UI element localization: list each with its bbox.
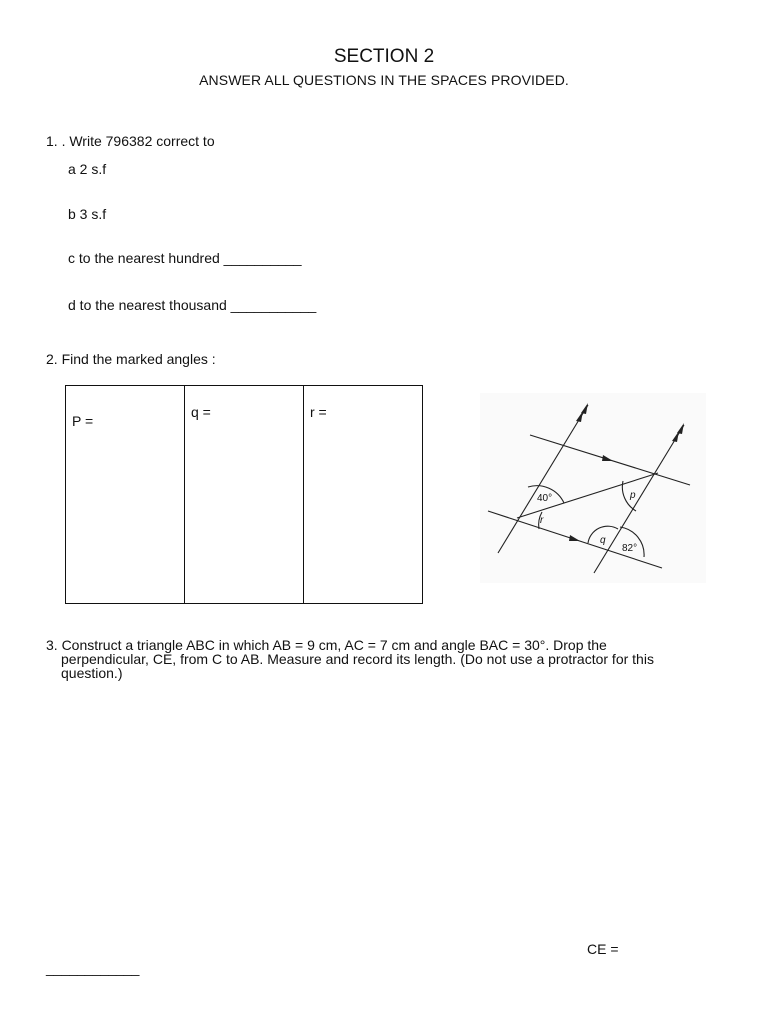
angle-p-label: p (630, 490, 636, 501)
question-3-line-1: 3. Construct a triangle ABC in which AB = 9 cm, AC = 7 cm and angle BAC = 30°. Drop the (46, 637, 607, 653)
question-1-prompt: 1. . Write 796382 correct to (46, 133, 215, 149)
angle-40-label: 40° (537, 493, 553, 504)
question-3 (46, 638, 736, 680)
answer-label-q: q = (191, 404, 211, 420)
section-title: SECTION 2 (333, 46, 435, 67)
question-3-line-2: perpendicular, CE, from C to AB. Measure and record its length. (Do not use a protractor for this (61, 651, 654, 667)
angle-answer-table (65, 385, 423, 604)
answer-cell-p[interactable] (66, 386, 185, 604)
question-1c: c to the nearest hundred __________ (68, 250, 302, 266)
instructions: ANSWER ALL QUESTIONS IN THE SPACES PROVIDED. (199, 72, 569, 88)
question-3-line-3: question.) (61, 665, 123, 681)
ce-answer-blank[interactable]: ____________ (46, 960, 140, 976)
question-2-prompt: 2. Find the marked angles : (46, 351, 216, 367)
question-1b: b 3 s.f (68, 206, 107, 222)
answer-label-p: P = (72, 413, 94, 429)
question-1d: d to the nearest thousand ___________ (68, 297, 317, 313)
angle-82-label: 82° (622, 543, 638, 554)
question-1a: a 2 s.f (68, 161, 107, 177)
figure-background (480, 393, 706, 583)
parallel-lines-figure (480, 393, 706, 583)
answer-label-r: r = (310, 404, 327, 420)
ce-answer-label: CE = (587, 941, 619, 957)
angle-r-label: r (540, 515, 544, 526)
angle-q-label: q (600, 535, 606, 546)
answer-cell-q[interactable] (185, 386, 304, 604)
answer-cell-r[interactable] (304, 386, 423, 604)
